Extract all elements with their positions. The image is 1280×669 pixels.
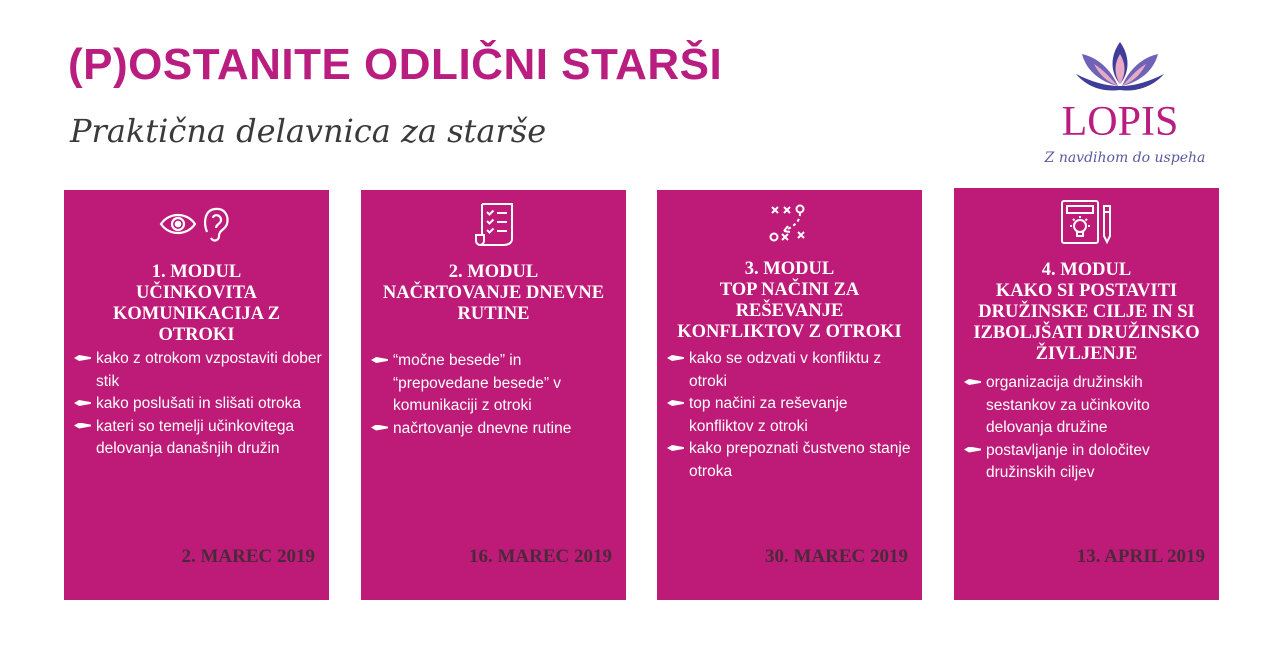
checklist-icon <box>361 202 626 246</box>
page-title: (P)OSTANITE ODLIČNI STARŠI <box>68 40 723 89</box>
module-topics <box>369 350 620 440</box>
topic-item: kako se odzvati v konfliktu z otroki <box>665 348 916 393</box>
module-card-2 <box>361 190 626 600</box>
planner-idea-icon <box>954 200 1219 244</box>
logo-name: LOPIS <box>1061 99 1179 145</box>
module-heading: 4. MODUL KAKO SI POSTAVITI DRUŽINSKE CILJE IN SI IZBOLJŠATI DRUŽINSKO ŽIVLJENJE <box>973 260 1200 364</box>
module-topics <box>665 348 916 483</box>
topic-item: kako poslušati in slišati otroka <box>72 393 323 416</box>
module-date: 30. MAREC 2019 <box>764 546 908 567</box>
page-subtitle: Praktična delavnica za starše <box>70 112 547 150</box>
topic-item: kako z otrokom vzpostaviti dober stik <box>72 348 323 393</box>
module-card-1 <box>64 190 329 600</box>
module-heading: 2. MODUL NAČRTOVANJE DNEVNE RUTINE <box>382 262 605 324</box>
lopis-logo <box>1020 40 1240 175</box>
strategy-play-icon <box>657 202 922 246</box>
topic-item: načrtovanje dnevne rutine <box>369 418 620 441</box>
module-heading: 1. MODUL UČINKOVITA KOMUNIKACIJA Z OTROKI <box>112 262 281 345</box>
topic-item: kako prepoznati čustveno stanje otroka <box>665 438 916 483</box>
logo-tagline: Z navdihom do uspeha <box>1044 150 1206 166</box>
module-topics <box>72 348 323 461</box>
topic-item: kateri so temelji učinkovitega delovanja današnjih družin <box>72 416 323 461</box>
module-topics <box>962 372 1213 485</box>
topic-item: postavljanje in določitev družinskih ciljev <box>962 440 1213 485</box>
module-date: 16. MAREC 2019 <box>468 546 612 567</box>
topic-item: organizacija družinskih sestankov za učinkovito delovanja družine <box>962 372 1213 440</box>
module-card-3 <box>657 190 922 600</box>
module-card-4 <box>954 188 1219 600</box>
eye-ear-icon <box>64 202 329 246</box>
module-heading: 3. MODUL TOP NAČINI ZA REŠEVANJE KONFLIKTOV Z OTROKI <box>677 259 902 342</box>
lotus-icon <box>1074 40 1166 98</box>
module-date: 13. APRIL 2019 <box>1076 546 1205 567</box>
topic-item: “močne besede” in “prepovedane besede” v komunikaciji z otroki <box>369 350 620 418</box>
topic-item: top načini za reševanje konfliktov z otroki <box>665 393 916 438</box>
module-date: 2. MAREC 2019 <box>181 546 315 567</box>
